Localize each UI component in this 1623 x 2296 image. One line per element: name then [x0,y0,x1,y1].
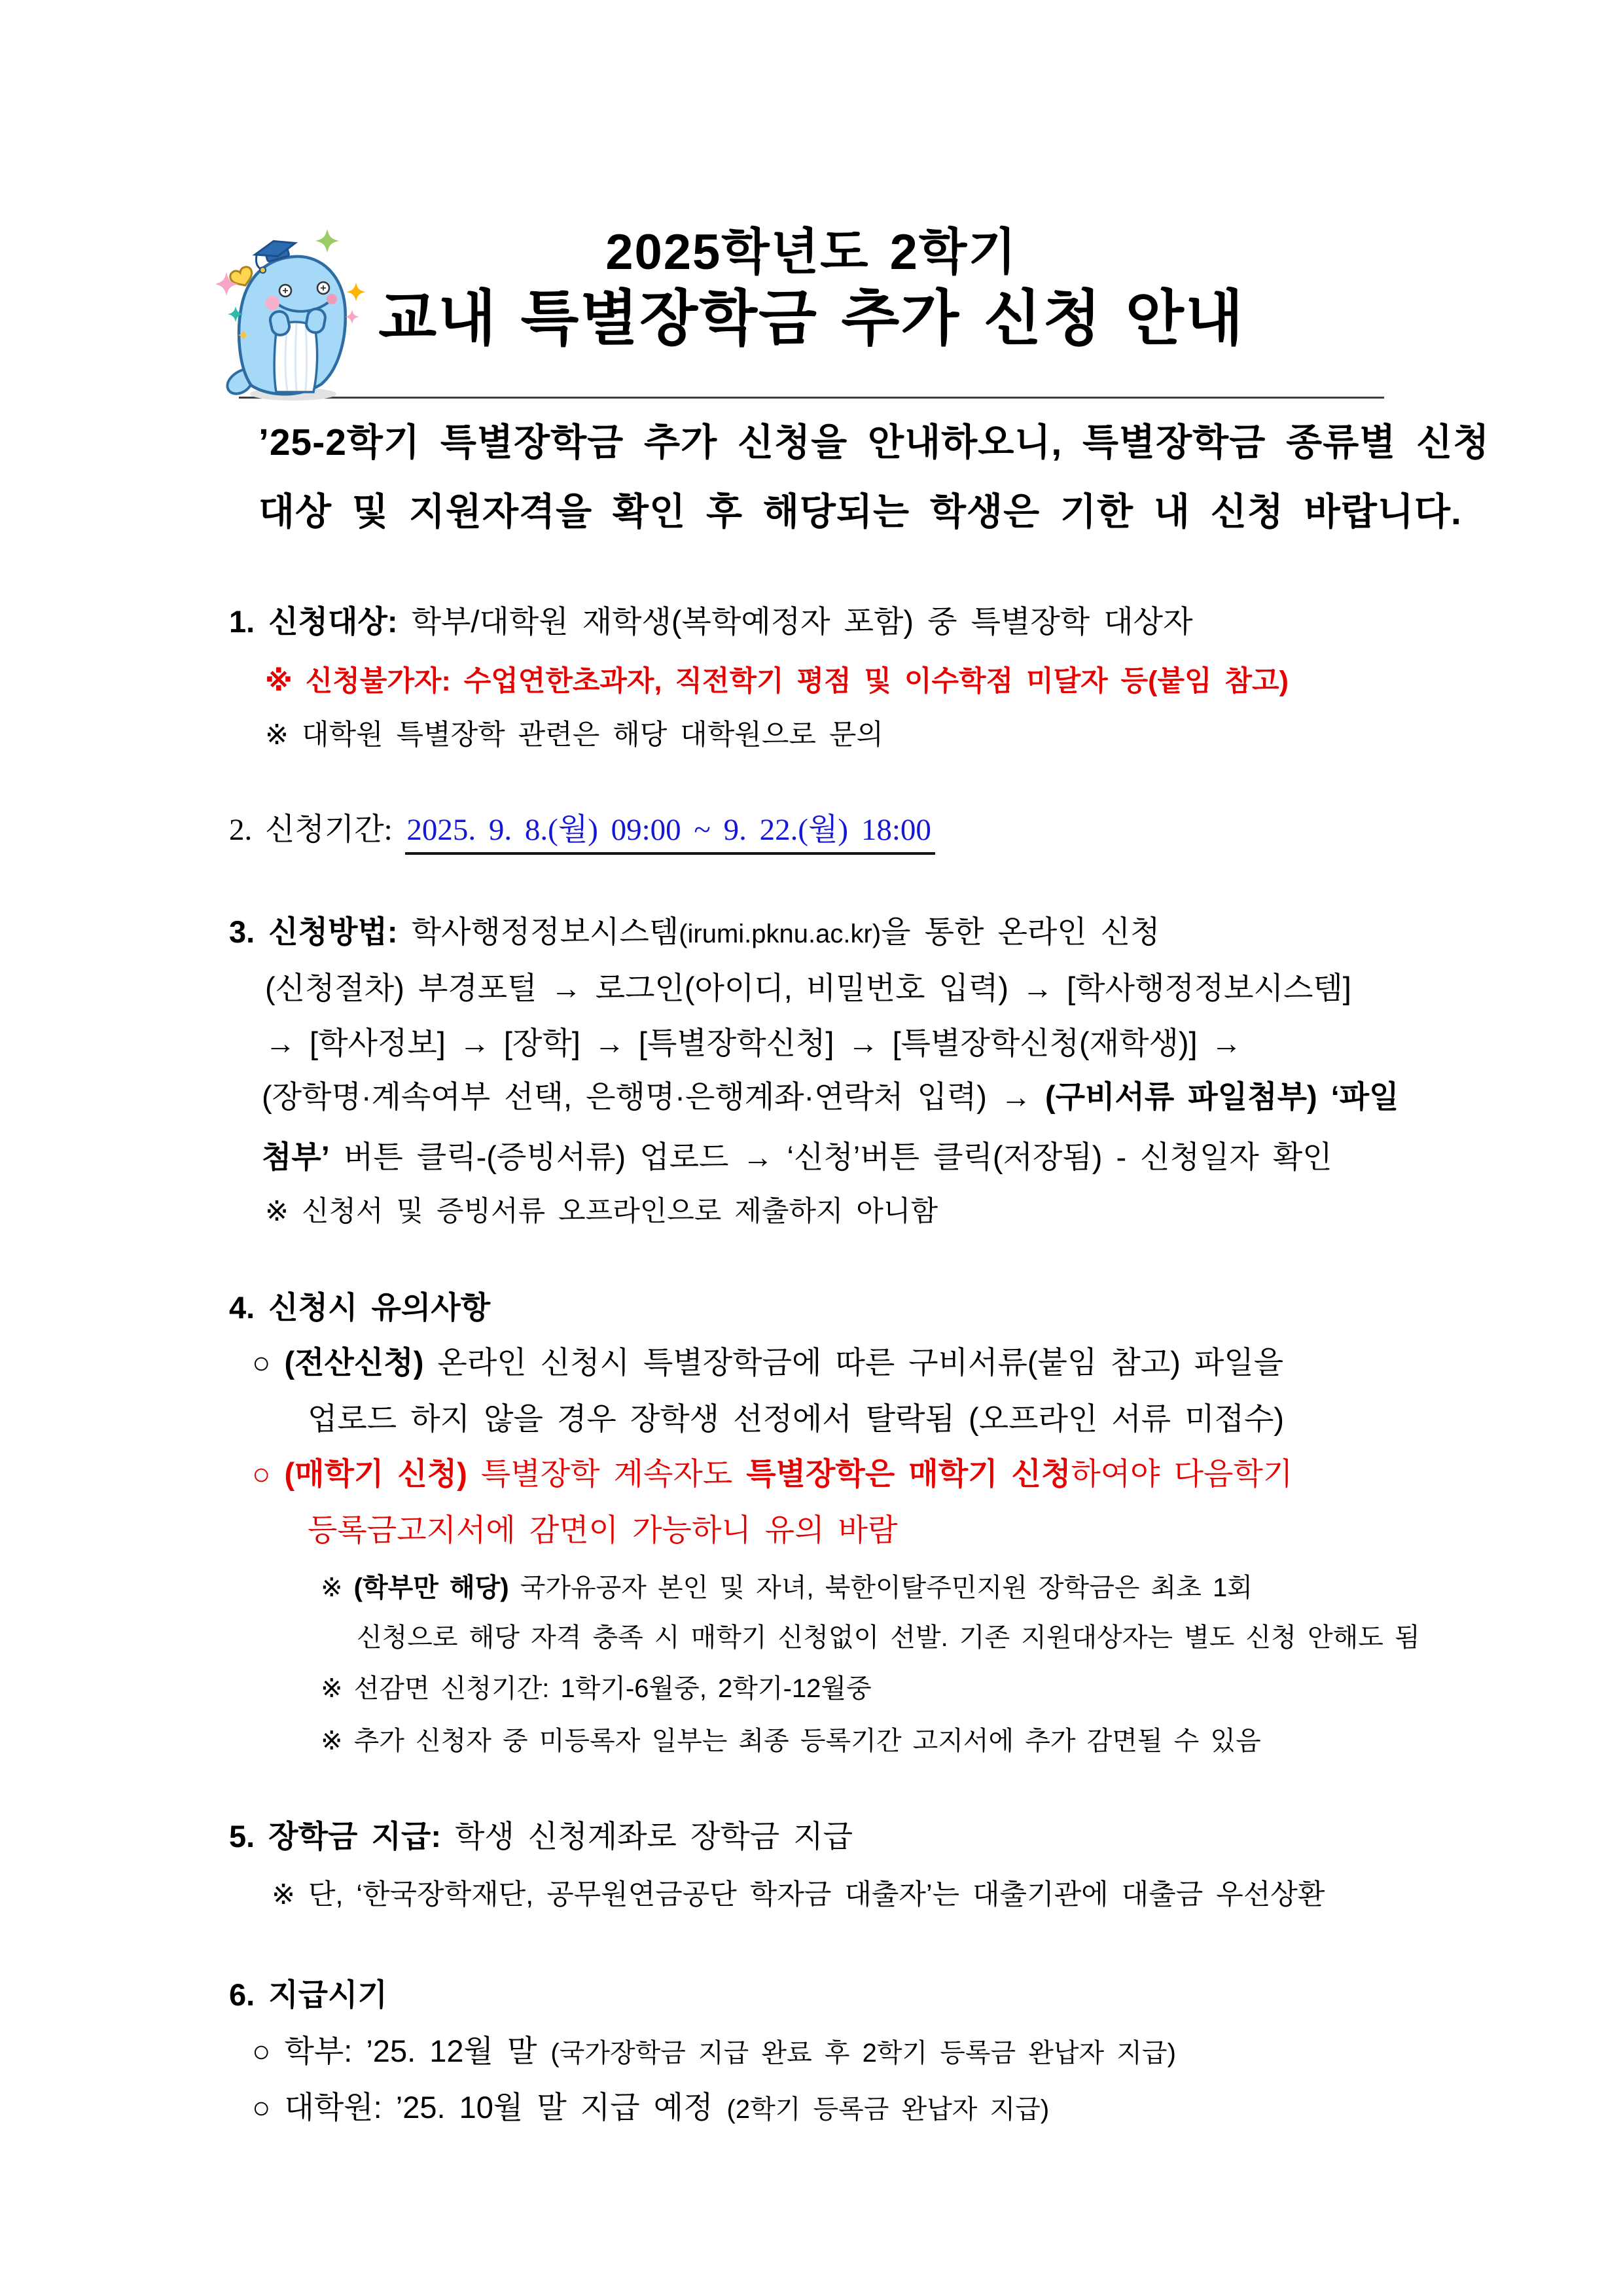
section-1-note-ineligible: ※ 신청불가자: 수업연한초과자, 직전학기 평점 및 이수학점 미달자 등(붙임 참고) [265,666,1289,697]
whale-cheek-left [265,296,279,310]
section-3-heading [229,914,1160,950]
graduate-whale-mascot [216,228,366,406]
section-4-item-semester [252,1456,1293,1492]
section-3-step-line4 [262,1139,1332,1175]
section-4-note-unregistered: ※ 추가 신청자 중 미등록자 일부는 최종 등록기간 고지서에 추가 감면될 수 있음 [321,1727,1261,1755]
graduate-payment-text: ○ 대학원: ’25. 10월 말 지급 예정 [252,2090,727,2125]
semester-apply-text: 특별장학 계속자도 [467,1456,747,1491]
section-4-note-undergrad [321,1572,1253,1604]
section-4-item-semester-line2: 등록금고지서에 감면이 가능하니 유의 바람 [308,1513,898,1547]
semester-apply-text2: 하여야 다음학기 [1071,1456,1293,1491]
section-3-step-line1: (신청절차) 부경포털 → 로그인(아이디, 비밀번호 입력) → [학사행정정보시스템] [265,971,1351,1005]
section-4-heading: 4. 신청시 유의사항 [229,1290,491,1325]
section-1-note-graduate: ※ 대학원 특별장학 관련은 해당 대학원으로 문의 [265,719,883,751]
semester-apply-emphasis: 특별장학은 매학기 신청 [746,1456,1071,1491]
intro-line2: 대상 및 지원자격을 확인 후 해당되는 학생은 기한 내 신청 바랍니다. [259,491,1462,533]
section-1-label: 1. 신청대상: [229,604,398,639]
belly-pleat [296,323,297,391]
section-6-heading: 6. 지급시기 [229,1977,387,2012]
section-3-step-line3 [262,1079,1399,1115]
section-5-heading [229,1818,853,1855]
section-1-heading [229,603,1192,640]
graduate-payment-detail: (2학기 등록금 완납자 지급) [726,2095,1050,2124]
section-3-step-line2: → [학사정보] → [장학] → [특별장학신청] → [특별장학신청(재학생)] → [265,1026,1242,1060]
page-title-line1: 2025학년도 2학기 [605,224,1018,280]
sparkle-icon [347,283,366,302]
semester-apply-label: (매학기 신청) [284,1456,467,1491]
circle-marker: ○ [252,1345,285,1380]
ref-marker: ※ [321,1573,354,1602]
irumi-url: (irumi.pknu.ac.kr) [679,920,882,948]
intro-line1: ’25-2학기 특별장학금 추가 신청을 안내하오니, 특별장학금 종류별 신청 [259,422,1490,463]
circle-marker: ○ [252,1456,285,1491]
section-6-item-graduate [252,2089,1049,2126]
online-apply-text: 온라인 신청시 특별장학금에 따른 구비서류(붙임 참고) 파일을 [423,1345,1284,1380]
undergrad-payment-detail: (국가장학금 지급 완료 후 2학기 등록금 완납자 지급) [550,2039,1176,2068]
step-attach-bold2: 첨부’ [262,1139,330,1174]
undergrad-only-text: 국가유공자 본인 및 자녀, 북한이탈주민지원 장학금은 최초 1회 [508,1573,1253,1602]
application-period-date: 2025. 9. 8.(월) 09:00 ~ 9. 22.(월) 18:00 [405,813,935,855]
belly-pleat [306,325,307,391]
step-input-text: (장학명·계속여부 선택, 은행명·은행계좌·연락처 입력) → [262,1079,1046,1114]
section-2-heading [229,812,935,848]
section-3-text2: 을 통한 온라인 신청 [881,914,1160,949]
divider-line-top [239,397,1384,399]
page-title-line2: 교내 특별장학금 추가 신청 안내 [378,285,1245,352]
undergrad-only-label: (학부만 해당) [353,1573,509,1602]
section-6-item-undergrad [252,2033,1176,2070]
section-5-note-loan: ※ 단, ‘한국장학재단, 공무원연금공단 학자금 대출자’는 대출기관에 대출금 우선상환 [272,1879,1325,1910]
online-apply-label: (전산신청) [284,1345,424,1380]
whale-arm-right [305,308,327,334]
section-4-note-undergrad-line2: 신청으로 해당 자격 충족 시 매학기 신청없이 선발. 기존 지원대상자는 별도 신청 안해도 됨 [357,1623,1420,1652]
section-3-text: 학사행정정보시스템 [397,914,679,949]
undergrad-payment-text: ○ 학부: ’25. 12월 말 [252,2034,551,2068]
section-1-text: 학부/대학원 재학생(복학예정자 포함) 중 특별장학 대상자 [397,604,1193,639]
section-5-text: 학생 신청계좌로 장학금 지급 [440,1819,853,1854]
section-3-label: 3. 신청방법: [229,914,398,949]
sparkle-icon [345,310,359,324]
section-4-item-online [252,1344,1283,1381]
step-attach-bold: (구비서류 파일첨부) ‘파일 [1045,1079,1399,1114]
step-upload-text: 버튼 클릭-(증빙서류) 업로드 → ‘신청’버튼 클릭(저장됨) - 신청일자 확인 [329,1139,1332,1174]
section-3-note-offline: ※ 신청서 및 증빙서류 오프라인으로 제출하지 아니함 [265,1196,938,1227]
section-4-note-prereduction: ※ 선감면 신청기간: 1학기-6월중, 2학기-12월중 [321,1674,872,1703]
section-4-item-online-line2: 업로드 하지 않을 경우 장학생 선정에서 탈락됨 (오프라인 서류 미접수) [308,1401,1285,1436]
sparkle-icon [315,229,339,253]
section-2-label: 2. 신청기간: [229,813,393,847]
whale-cheek-right [327,294,337,304]
section-5-label: 5. 장학금 지급: [229,1819,441,1854]
